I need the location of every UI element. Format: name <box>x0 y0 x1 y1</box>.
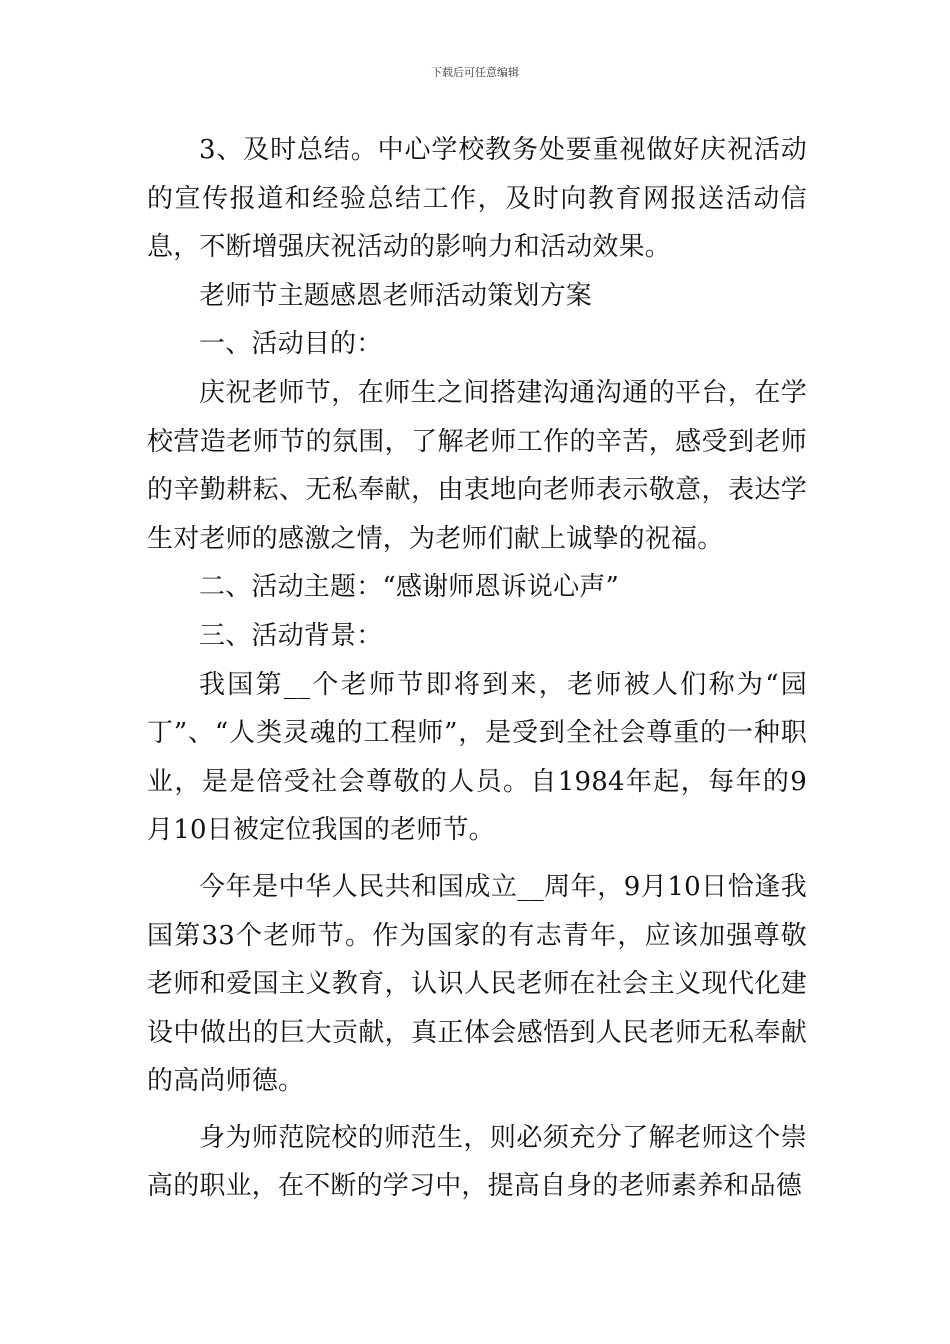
paragraph-background-1: 我国第__个老师节即将到来，老师被人们称为“园丁”、“人类灵魂的工程师”，是受到全社会尊重的一种职业，是是倍受社会尊敬的人员。自1984年起，每年的9月10日被定位我国的老师节。 <box>147 669 807 846</box>
document-body <box>147 126 807 1211</box>
page-header-note: 下载后可任意编辑 <box>431 66 519 79</box>
section-title: 老师节主题感恩老师活动策划方案 <box>199 280 593 311</box>
paragraph-purpose: 庆祝老师节，在师生之间搭建沟通沟通的平台，在学校营造老师节的氛围，了解老师工作的辛苦，感受到老师的辛勤耕耘、无私奉献，由衷地向老师表示敬意，表达学生对老师的感激之情，为老师们献上诚挚的祝福。 <box>147 377 807 554</box>
paragraph-background-3: 身为师范院校的师范生，则必须充分了解老师这个崇高的职业，在不断的学习中，提高自身的老师素养和品德 <box>147 1122 807 1202</box>
paragraph-background-2: 今年是中华人民共和国成立__周年，9月10日恰逢我国第33个老师节。作为国家的有志青年，应该加强尊敬老师和爱国主义教育，认识人民老师在社会主义现代化建设中做出的巨大贡献，真正体会感悟到人民老师无私奉献的高尚师德。 <box>147 871 807 1097</box>
heading-background: 三、活动背景： <box>199 620 383 651</box>
heading-purpose: 一、活动目的： <box>199 329 383 360</box>
paragraph-summary: 3、及时总结。中心学校教务处要重视做好庆祝活动的宣传报道和经验总结工作，及时向教育网报送活动信息，不断增强庆祝活动的影响力和活动效果。 <box>147 135 807 263</box>
heading-theme: 二、活动主题：“感谢师恩诉说心声” <box>199 572 619 603</box>
